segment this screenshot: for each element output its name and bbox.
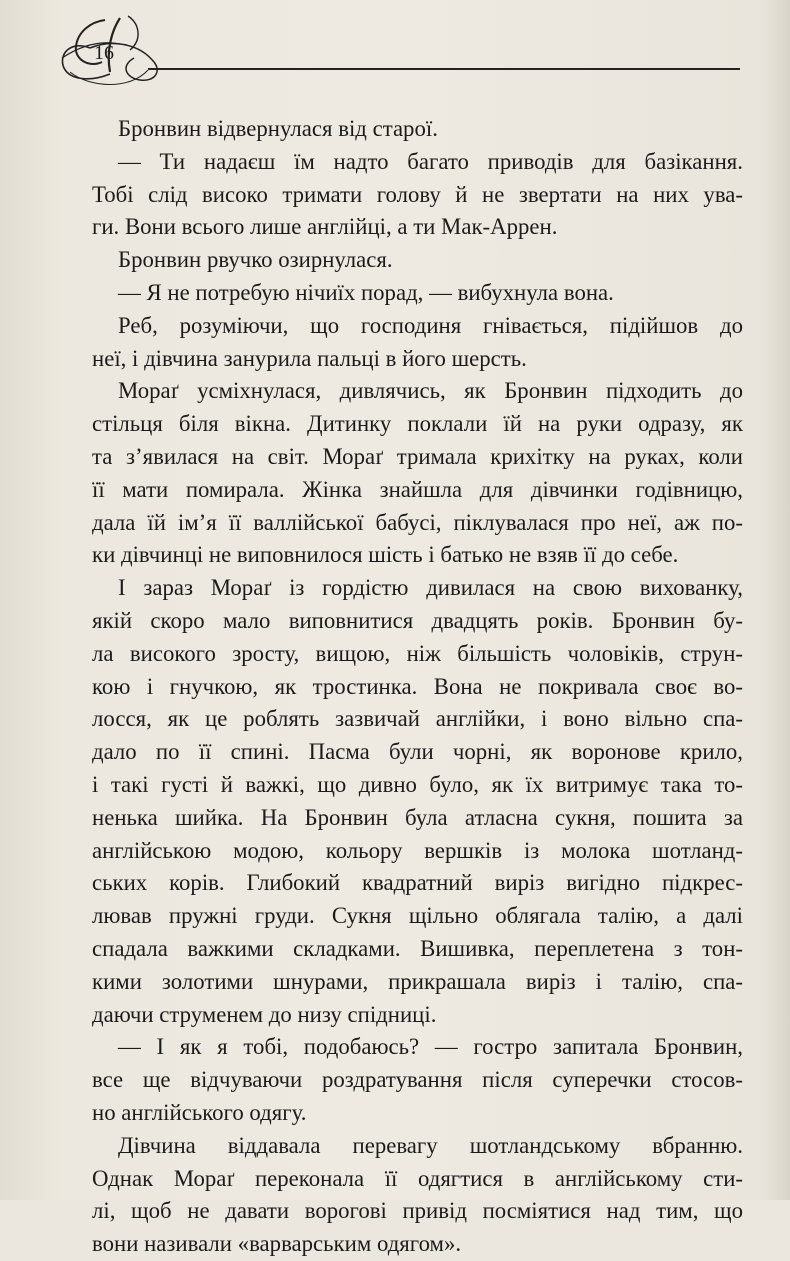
text-line: — Я не потребую нічиїх порад, — вибухнула вона. bbox=[118, 279, 614, 305]
text-line: ла високого зросту, вищою, ніж більшість чоловіків, струн- bbox=[92, 640, 743, 666]
text-line: кою і гнучкою, як тростинка. Вона не покривала своє во- bbox=[92, 673, 743, 699]
text-line: лі, щоб не давати ворогові привід посміятися над тим, що bbox=[92, 1198, 743, 1224]
page-header bbox=[50, 10, 750, 90]
text-line: ненька шийка. На Бронвин була атласна сукня, пошита за bbox=[92, 804, 743, 830]
text-line: Бронвин рвучко озирнулася. bbox=[118, 247, 393, 273]
text-line: І зараз Мораґ із гордістю дивилася на свою вихованку, bbox=[118, 575, 743, 601]
text-line: Тобі слід високо тримати голову й не звертати на них ува- bbox=[92, 181, 743, 207]
text-line: ки дівчинці не виповнилося шість і батько не взяв її до себе. bbox=[92, 542, 679, 568]
text-line: ських корів. Глибокий квадратний виріз вигідно підкрес- bbox=[92, 870, 743, 896]
text-line: ги. Вони всього лише англійці, а ти Мак-Аррен. bbox=[92, 214, 558, 240]
text-line: лосся, як це роблять зазвичай англійки, і воно вільно спа- bbox=[92, 706, 743, 732]
text-line: англійською модою, кольору вершків із молока шотланд- bbox=[92, 837, 743, 863]
text-line: Мораґ усміхнулася, дивлячись, як Бронвин підходить до bbox=[118, 378, 743, 404]
text-line: дала їй ім’я її валлійської бабусі, піклувалася про неї, аж по- bbox=[92, 509, 743, 535]
text-line: Однак Мораґ переконала її одягтися в англійському сти- bbox=[92, 1165, 743, 1191]
text-line: но англійського одягу. bbox=[92, 1099, 307, 1125]
text-line: дало по її спині. Пасма були чорні, як воронове крило, bbox=[92, 739, 743, 765]
text-line: стільця біля вікна. Дитинку поклали їй на руки одразу, як bbox=[92, 411, 743, 437]
text-line: — Ти надаєш їм надто багато приводів для базікання. bbox=[118, 148, 743, 174]
text-line: Бронвин відвернулася від старої. bbox=[118, 116, 438, 141]
calligraphic-flourish-icon bbox=[50, 10, 200, 90]
text-line: вони називали «варварським одягом». bbox=[92, 1231, 462, 1257]
text-line: лював пружні груди. Сукня щільно облягала талію, а далі bbox=[92, 903, 743, 929]
text-line: якій скоро мало виповнитися двадцять років. Бронвин бу- bbox=[92, 607, 743, 633]
page-number: 16 bbox=[94, 42, 114, 64]
body-text bbox=[92, 113, 743, 1261]
text-line: все ще відчуваючи роздратування після суперечки стосов- bbox=[92, 1067, 743, 1093]
text-line: її мати помирала. Жінка знайшла для дівчинки годівницю, bbox=[92, 476, 743, 502]
text-line: спадала важкими складками. Вишивка, переплетена з тон- bbox=[92, 935, 743, 961]
text-line: і такі густі й важкі, що дивно було, як їх витримує така то- bbox=[92, 771, 743, 797]
text-line: Реб, розуміючи, що господиня гнівається, підійшов до bbox=[118, 312, 743, 338]
text-line: — І як я тобі, подобаюсь? — гостро запитала Бронвин, bbox=[118, 1034, 743, 1060]
text-line: неї, і дівчина занурила пальці в його шерсть. bbox=[92, 345, 527, 371]
header-rule bbox=[148, 68, 740, 70]
text-line: даючи струменем до низу спідниці. bbox=[92, 1001, 437, 1027]
text-line: кими золотими шнурами, прикрашала виріз і талію, спа- bbox=[92, 968, 743, 994]
text-line: та з’явилася на світ. Мораґ тримала крихітку на руках, коли bbox=[92, 443, 743, 469]
text-line: Дівчина віддавала перевагу шотландському вбранню. bbox=[118, 1132, 743, 1158]
